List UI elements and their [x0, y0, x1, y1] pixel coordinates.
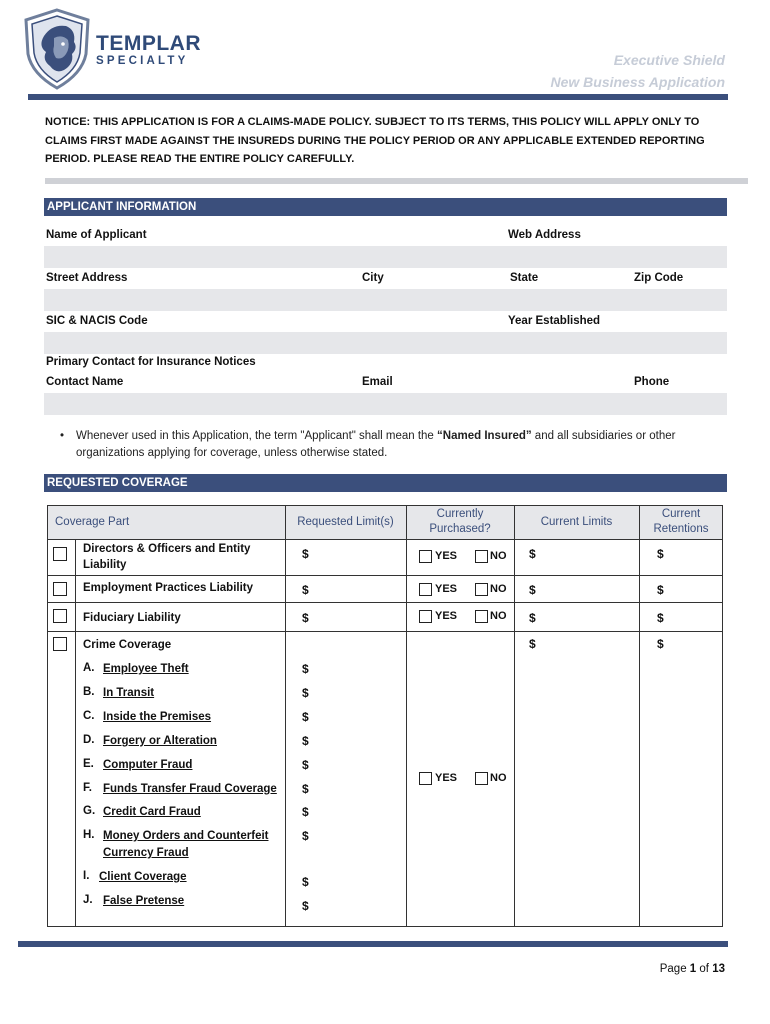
epl-no-label: NO: [490, 583, 507, 595]
crime-sub-letter: G.: [83, 805, 96, 817]
crime-sub-inside-premises: Inside the Premises: [103, 711, 212, 723]
crime-current-limit[interactable]: $: [529, 637, 536, 651]
notice-divider: [45, 178, 748, 184]
email-label: Email: [362, 376, 393, 388]
epl-yes-label: YES: [435, 583, 458, 595]
page-word: Page: [659, 963, 687, 975]
page-current: 1: [689, 963, 697, 975]
computer-fraud-limit[interactable]: $: [302, 758, 309, 772]
year-established-label: Year Established: [508, 315, 601, 327]
select-dno-checkbox[interactable]: [53, 547, 67, 561]
claims-made-notice: NOTICE: THIS APPLICATION IS FOR A CLAIMS-MADE POLICY. SUBJECT TO ITS TERMS, THIS POLICY WILL APPLY ONLY TO CLAIMS FIRST MADE AGAINST THE INSUREDS DURING THE POLICY PERIOD OR ANY APPLICABLE EXTENDED REPORTING PERIOD. PLEASE READ THE ENTIRE POLICY CAREFULLY.: [45, 116, 705, 165]
client-coverage-limit[interactable]: $: [302, 875, 309, 889]
crime-sub-funds-transfer: Funds Transfer Fraud Coverage: [103, 783, 277, 795]
coverage-section-header: REQUESTED COVERAGE: [44, 474, 727, 492]
crime-sub-letter: E.: [83, 758, 94, 770]
definition-text-pre: Whenever used in this Application, the term "Applicant" shall mean the: [76, 430, 438, 442]
contact-field[interactable]: [44, 393, 727, 415]
col-coverage-part: Coverage Part: [55, 516, 130, 528]
col-current-retentions: Current Retentions: [653, 508, 709, 535]
epl-requested-limit[interactable]: $: [302, 583, 309, 597]
name-of-applicant-label: Name of Applicant: [46, 229, 147, 241]
bullet-dot-icon: •: [60, 430, 65, 442]
fiduciary-current-retention[interactable]: $: [657, 611, 664, 625]
crime-sub-false-pretense: False Pretense: [103, 895, 185, 907]
crime-sub-money-orders: Money Orders and Counterfeit Currency Fraud: [103, 830, 269, 859]
web-address-label: Web Address: [508, 229, 581, 241]
primary-contact-label: Primary Contact for Insurance Notices: [46, 356, 256, 368]
crime-sub-letter: H.: [83, 829, 95, 841]
definition-named-insured: “Named Insured”: [437, 430, 532, 442]
funds-transfer-limit[interactable]: $: [302, 782, 309, 796]
crime-sub-letter: J.: [83, 894, 93, 906]
crime-no-checkbox[interactable]: [475, 772, 488, 785]
fiduciary-yes-checkbox[interactable]: [419, 610, 432, 623]
crime-yes-label: YES: [435, 772, 458, 784]
fiduciary-yes-label: YES: [435, 610, 458, 622]
money-orders-limit[interactable]: $: [302, 829, 309, 843]
fiduciary-requested-limit[interactable]: $: [302, 611, 309, 625]
epl-no-checkbox[interactable]: [475, 583, 488, 596]
crime-sub-letter: A.: [83, 662, 95, 674]
definition-text-post: and all subsidiaries or other organizations applying for coverage, unless otherwise stated.: [76, 430, 676, 459]
street-address-label: Street Address: [46, 272, 128, 284]
false-pretense-limit[interactable]: $: [302, 899, 309, 913]
fiduciary-current-limit[interactable]: $: [529, 611, 536, 625]
row-epl-label: Employment Practices Liability: [83, 582, 254, 594]
credit-card-limit[interactable]: $: [302, 805, 309, 819]
brand-subname: SPECIALTY: [96, 55, 189, 67]
select-crime-checkbox[interactable]: [53, 637, 67, 651]
applicant-name-web-field[interactable]: [44, 246, 727, 268]
dno-current-limit[interactable]: $: [529, 547, 536, 561]
forgery-limit[interactable]: $: [302, 734, 309, 748]
page-of-word: of: [699, 963, 709, 975]
page-total: 13: [712, 963, 725, 975]
dno-yes-checkbox[interactable]: [419, 550, 432, 563]
fiduciary-no-checkbox[interactable]: [475, 610, 488, 623]
crime-sub-letter: C.: [83, 710, 95, 722]
crime-sub-letter: B.: [83, 686, 95, 698]
select-epl-checkbox[interactable]: [53, 582, 67, 596]
select-fiduciary-checkbox[interactable]: [53, 609, 67, 623]
crime-sub-employee-theft: Employee Theft: [103, 663, 189, 675]
epl-yes-checkbox[interactable]: [419, 583, 432, 596]
crime-current-retention[interactable]: $: [657, 637, 664, 651]
crime-yes-checkbox[interactable]: [419, 772, 432, 785]
document-subtitle: New Business Application: [550, 74, 725, 90]
applicant-definition-note: [60, 428, 720, 462]
header-divider: [28, 94, 728, 100]
in-transit-limit[interactable]: $: [302, 686, 309, 700]
crime-sub-in-transit: In Transit: [103, 687, 155, 699]
zip-code-label: Zip Code: [634, 272, 684, 284]
employee-theft-limit[interactable]: $: [302, 662, 309, 676]
dno-requested-limit[interactable]: $: [302, 547, 309, 561]
col-currently-purchased: Currently Purchased?: [429, 508, 491, 535]
epl-current-retention[interactable]: $: [657, 583, 664, 597]
inside-premises-limit[interactable]: $: [302, 710, 309, 724]
applicant-section-header: APPLICANT INFORMATION: [44, 198, 727, 216]
crime-sub-credit-card: Credit Card Fraud: [103, 806, 201, 818]
crime-sub-computer-fraud: Computer Fraud: [103, 759, 193, 771]
phone-label: Phone: [634, 376, 670, 388]
address-field[interactable]: [44, 289, 727, 311]
templar-lion-logo-icon: [22, 8, 92, 90]
coverage-table: [47, 505, 723, 927]
dno-yes-label: YES: [435, 550, 458, 562]
brand-name: TEMPLAR: [96, 32, 201, 55]
sic-year-field[interactable]: [44, 332, 727, 354]
crime-sub-client-coverage: Client Coverage: [99, 871, 187, 883]
city-label: City: [362, 272, 384, 284]
epl-current-limit[interactable]: $: [529, 583, 536, 597]
crime-sub-letter: D.: [83, 734, 95, 746]
footer-divider: [18, 941, 728, 947]
contact-name-label: Contact Name: [46, 376, 124, 388]
page-number: [660, 963, 725, 975]
dno-current-retention[interactable]: $: [657, 547, 664, 561]
crime-sub-letter: I.: [83, 870, 90, 882]
state-label: State: [510, 272, 539, 284]
crime-sub-letter: F.: [83, 782, 92, 794]
col-requested-limits: Requested Limit(s): [297, 516, 394, 528]
sic-nacis-label: SIC & NACIS Code: [46, 315, 148, 327]
fiduciary-no-label: NO: [490, 610, 507, 622]
dno-no-label: NO: [490, 550, 507, 562]
dno-no-checkbox[interactable]: [475, 550, 488, 563]
crime-no-label: NO: [490, 772, 507, 784]
crime-sub-forgery: Forgery or Alteration: [103, 735, 217, 747]
document-title: Executive Shield: [613, 52, 725, 68]
col-current-limits: Current Limits: [540, 516, 613, 528]
row-crime-label: Crime Coverage: [83, 639, 172, 651]
row-fiduciary-label: Fiduciary Liability: [83, 612, 181, 624]
row-dno-label: Directors & Officers and Entity Liability: [83, 543, 251, 571]
